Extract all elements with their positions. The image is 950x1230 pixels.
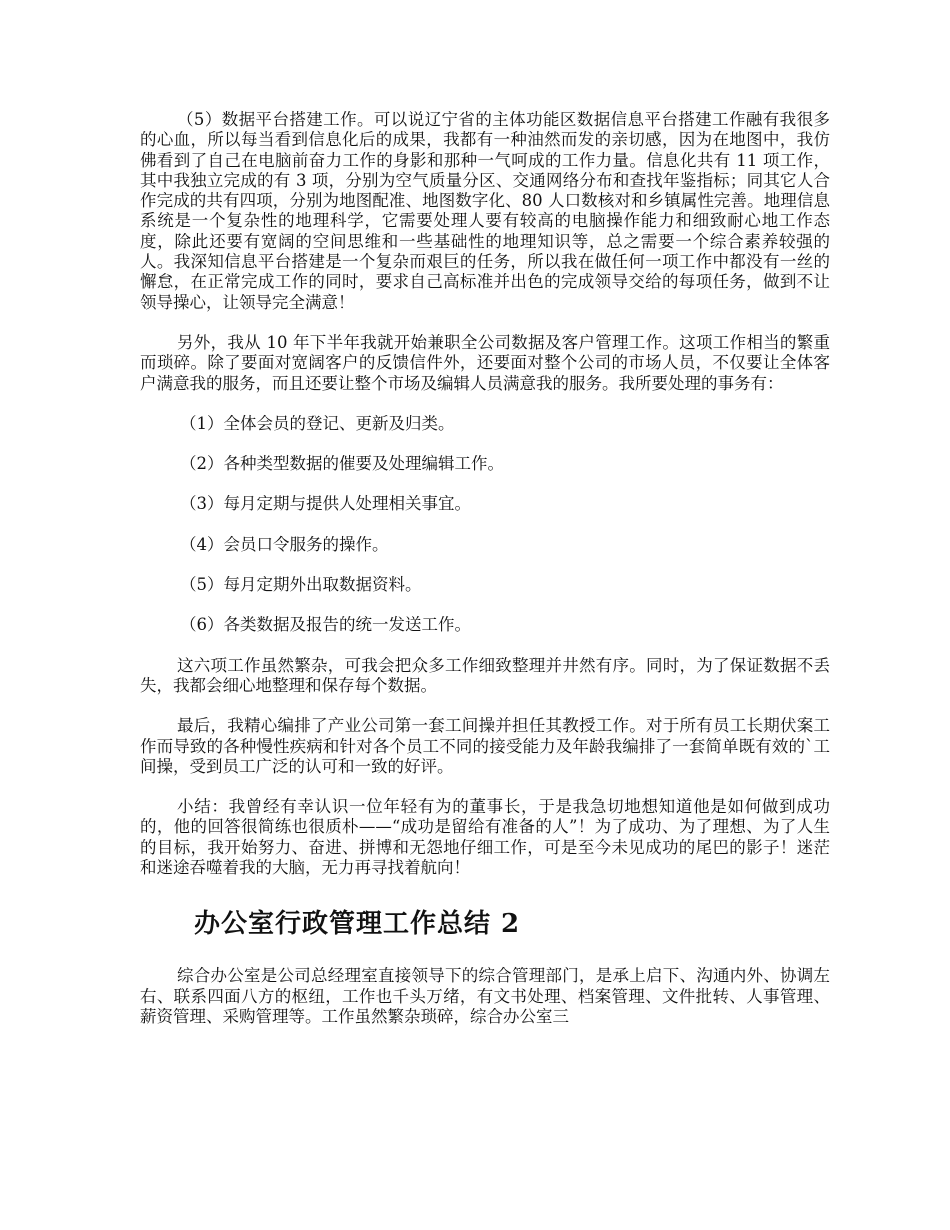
task-item-6: （6）各类数据及报告的统一发送工作。: [180, 615, 471, 635]
paragraph-data-platform: （5）数据平台搭建工作。可以说辽宁省的主体功能区数据信息平台搭建工作融有我很多的心血，所以每当看到信息化后的成果，我都有一种油然而发的亲切感，因为在地图中，我仿佛看到了自己在电脑前奋力工作的身影和那种一气呵成的工作力量。信息化共有 11 项工作，其中我独立完成的有 3 项，分别为空气质量分区、交通网络分布和查找年鉴指标；同其它人合作完成的共有四项，分别为地图配准、地图数字化、80 人口数核对和乡镇属性完善。地理信息系统是一个复杂性的地理科学，它需要处理人要有较高的电脑操作能力和细致耐心地工作态度，除此还要有宽阔的空间思维和一些基础性的地理知识等，总之需要一个综合素养较强的人。我深知信息平台搭建是一个复杂而艰巨的任务，所以我在做任何一项工作中都没有一丝的懈怠，在正常完成工作的同时，要求自己高标准并出色的完成领导交给的每项任务，做到不让领导操心，让领导完全满意！: [140, 110, 830, 312]
task-item-5: （5）每月定期外出取数据资料。: [180, 575, 422, 595]
spacer: [140, 474, 830, 494]
paragraph-office-overview: 综合办公室是公司总经理室直接领导下的综合管理部门，是承上启下、沟通内外、协调左右、联系四面八方的枢纽，工作也千头万绪，有文书处理、档案管理、文件批转、人事管理、薪资管理、采购管理等。工作虽然繁杂琐碎，综合办公室三: [140, 966, 830, 1026]
spacer: [140, 313, 830, 333]
task-item-4: （4）会员口令服务的操作。: [180, 534, 389, 554]
spacer: [140, 555, 830, 575]
spacer: [140, 696, 830, 716]
spacer: [140, 940, 830, 966]
section-heading: 办公室行政管理工作总结 2: [194, 909, 521, 940]
spacer: [140, 595, 830, 615]
paragraph-six-tasks-summary: 这六项工作虽然繁杂，可我会把众多工作细致整理并井然有序。同时，为了保证数据不丢失，我都会细心地整理和保存每个数据。: [140, 655, 830, 695]
paragraph-exercise: 最后，我精心编排了产业公司第一套工间操并担任其教授工作。对于所有员工长期伏案工作而导致的各种慢性疾病和针对各个员工不同的接受能力及年龄我编排了一套简单既有效的`工间操，受到员工广泛的认可和一致的好评。: [140, 716, 830, 776]
spacer: [140, 777, 830, 797]
spacer: [140, 434, 830, 454]
spacer: [140, 878, 830, 908]
spacer: [140, 636, 830, 656]
spacer: [140, 394, 830, 414]
paragraph-conclusion: 小结：我曾经有幸认识一位年轻有为的董事长，于是我急切地想知道他是如何做到成功的，他的回答很简练也很质朴——“成功是留给有准备的人”！为了成功、为了理想、为了人生的目标，我开始努力、奋进、拼博和无怨地仔细工作，可是至今未见成功的尾巴的影子！迷茫和迷途吞噬着我的大脑，无力再寻找着航向！: [140, 797, 830, 878]
spacer: [140, 515, 830, 535]
document-page: [140, 110, 830, 1027]
paragraph-data-management: 另外，我从 10 年下半年我就开始兼职全公司数据及客户管理工作。这项工作相当的繁重而琐碎。除了要面对宽阔客户的反馈信件外，还要面对整个公司的市场人员，不仅要让全体客户满意我的服务，而且还要让整个市场及编辑人员满意我的服务。我所要处理的事务有：: [140, 332, 830, 393]
task-item-2: （2）各种类型数据的催要及处理编辑工作。: [180, 454, 504, 474]
task-item-1: （1）全体会员的登记、更新及归类。: [180, 413, 455, 433]
task-item-3: （3）每月定期与提供人处理相关事宜。: [180, 494, 471, 514]
